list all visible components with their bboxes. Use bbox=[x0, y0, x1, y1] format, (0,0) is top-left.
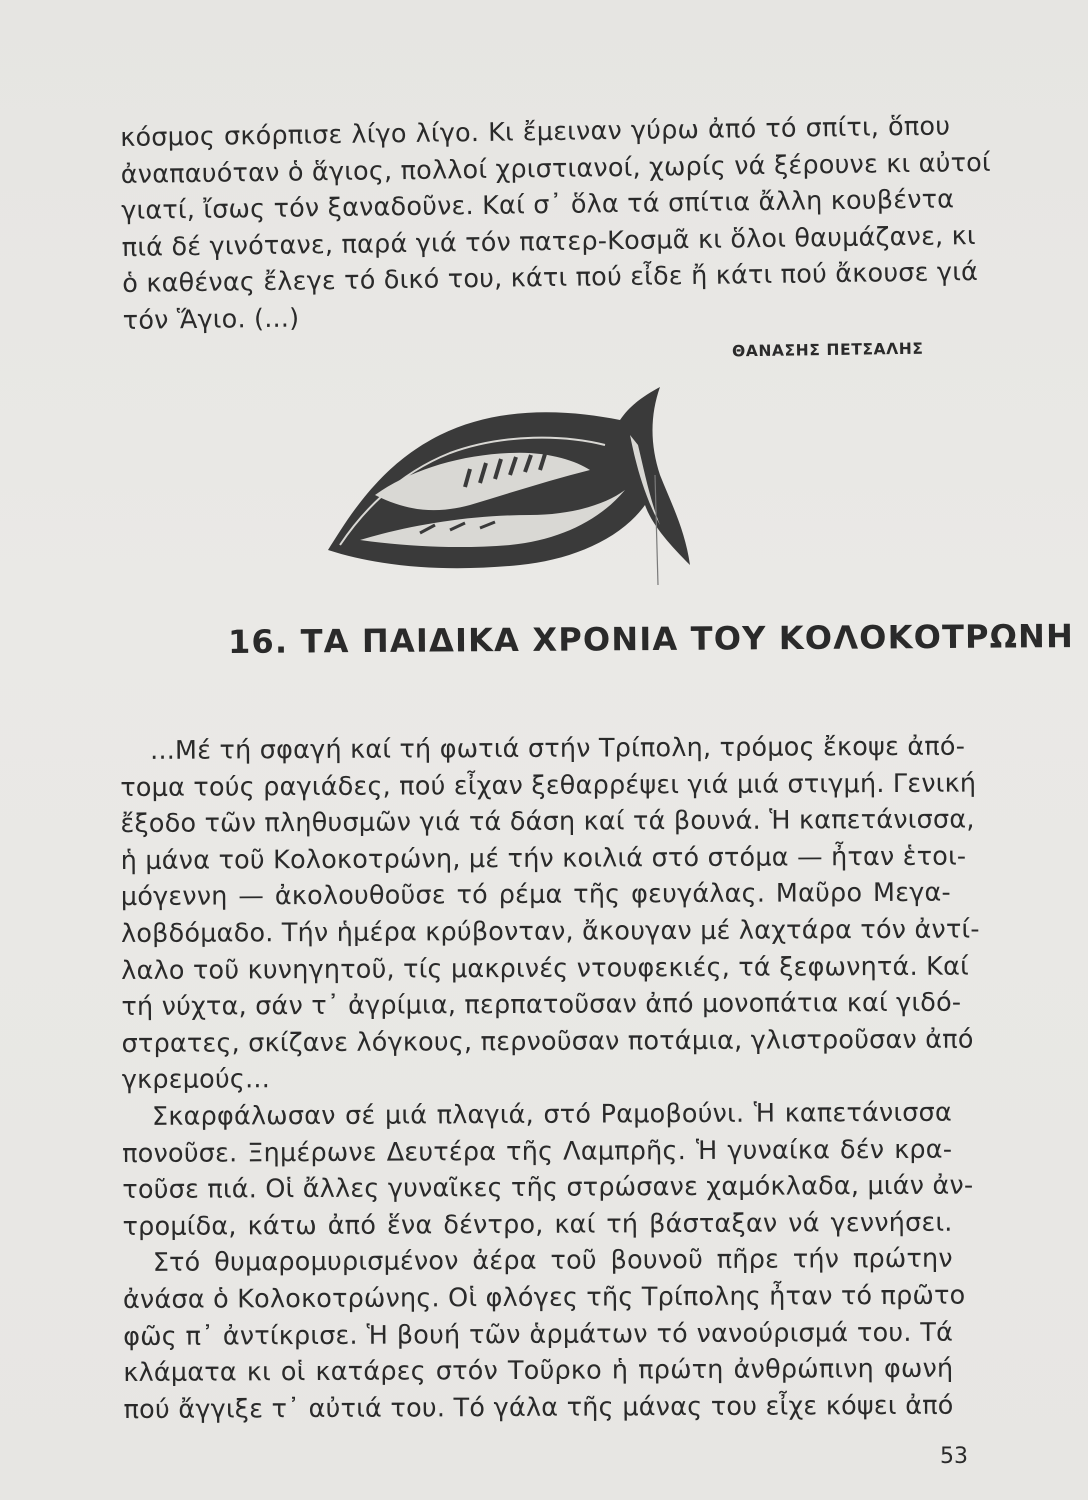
text-line: πιά δέ γινότανε, παρά γιά τόν πατερ-Κοσμᾶ κι ὅλοι θαυμάζανε, κι bbox=[121, 220, 976, 263]
text-line: κόσμος σκόρπισε λίγο λίγο. Κι ἔμειναν γύρω ἀπό τό σπίτι, ὅπου bbox=[120, 111, 951, 153]
text-line: πονοῦσε. Ξημέρωνε Δευτέρα τῆς Λαμπρῆς. Ἡ γυναίκα δέν κρα- bbox=[122, 1134, 953, 1169]
text-line: τή νύχτα, σάν τ᾿ ἀγρίμια, περπατοῦσαν ἀπό μονοπάτια καί γιδό- bbox=[121, 987, 962, 1023]
text-line: ἡ μάνα τοῦ Κολοκοτρώνη, μέ τήν κοιλιά στό στόμα — ἦταν ἑτοι- bbox=[120, 841, 967, 876]
text-line: λαλο τοῦ κυνηγητοῦ, τίς μακρινές ντουφεκιές, τά ξεφωνητά. Καί bbox=[121, 951, 969, 986]
text-line: γκρεμούς... bbox=[121, 1064, 271, 1096]
text-line: λοβδόμαδο. Τήν ἡμέρα κρύβονταν, ἄκουγαν μέ λαχτάρα τόν ἀντί- bbox=[120, 914, 980, 949]
text-line: στρατες, σκίζανε λόγκους, περνοῦσαν ποτάμια, γλιστροῦσαν ἀπό bbox=[121, 1024, 974, 1059]
text-line: γιατί, ἴσως τόν ξαναδοῦνε. Καί σ᾿ ὅλα τά σπίτια ἄλλη κουβέντα bbox=[121, 184, 955, 227]
text-line: πού ἄγγιξε τ᾿ αὐτιά του. Τό γάλα τῆς μάνας του εἶχε κόψει ἀπό bbox=[123, 1390, 954, 1425]
text-line: ἀνάσα ὁ Κολοκοτρώνης. Οἱ φλόγες τῆς Τρίπολης ἦταν τό πρῶτο bbox=[122, 1280, 966, 1315]
page-number: 53 bbox=[940, 1444, 968, 1469]
text-line: μόγεννη — ἀκολουθοῦσε τό ρέμα τῆς φευγάλας. Μαῦρο Μεγα- bbox=[120, 878, 951, 913]
chapter-title: 16. ΤΑ ΠΑΙΔΙΚΑ ΧΡΟΝΙΑ ΤΟΥ ΚΟΛΟΚΟΤΡΩΝΗ bbox=[227, 617, 1075, 661]
text-line: Σκαρφάλωσαν σέ μιά πλαγιά, στό Ραμοβούνι. Ἡ καπετάνισσα bbox=[151, 1097, 953, 1132]
text-line: ἀναπαυόταν ὁ ἅγιος, πολλοί χριστιανοί, χωρίς νά ξέρουνε κι αὐτοί bbox=[120, 147, 991, 190]
text-line: τόν Ἅγιο. (...) bbox=[122, 303, 300, 336]
text-line: Στό θυμαρομυρισμένον ἀέρα τοῦ βουνοῦ πῆρε τήν πρώτην bbox=[152, 1243, 953, 1279]
text-line: τομα τούς ραγιάδες, πού εἶχαν ξεθαρρέψει γιά μιά στιγμή. Γενική bbox=[120, 768, 977, 803]
text-line: ...Μέ τή σφαγή καί τή φωτιά στήν Τρίπολη, τρόμος ἔκοψε ἀπό- bbox=[150, 731, 966, 766]
text-line: ἔξοδο τῶν πληθυσμῶν γιά τά δάση καί τά βουνά. Ἡ καπετάνισσα, bbox=[120, 804, 975, 840]
author-credit: ΘΑΝΑΣΗΣ ΠΕΤΣΑΛΗΣ bbox=[731, 339, 924, 361]
intro-passage bbox=[120, 108, 991, 339]
leaf-woodcut-icon bbox=[300, 375, 740, 595]
text-line: ὁ καθένας ἔλεγε τό δικό του, κάτι πού εἶδε ἤ κάτι πού ἄκουσε γιά bbox=[122, 257, 979, 300]
text-line: τοῦσε πιά. Οἱ ἄλλες γυναῖκες τῆς στρώσανε χαμόκλαδα, μιάν ἀν- bbox=[122, 1170, 974, 1206]
story-passage bbox=[120, 729, 980, 1429]
text-line: φῶς π᾿ ἀντίκρισε. Ἡ βουή τῶν ἁρμάτων τό νανούρισμά του. Τά bbox=[123, 1317, 954, 1352]
text-line: κλάματα κι οἱ κατάρες στόν Τοῦρκο ἡ πρώτη ἀνθρώπινη φωνή bbox=[123, 1353, 954, 1389]
text-line: τρομίδα, κάτω ἀπό ἕνα δέντρο, καί τή βάσταξαν νά γεννήσει. bbox=[122, 1207, 953, 1242]
